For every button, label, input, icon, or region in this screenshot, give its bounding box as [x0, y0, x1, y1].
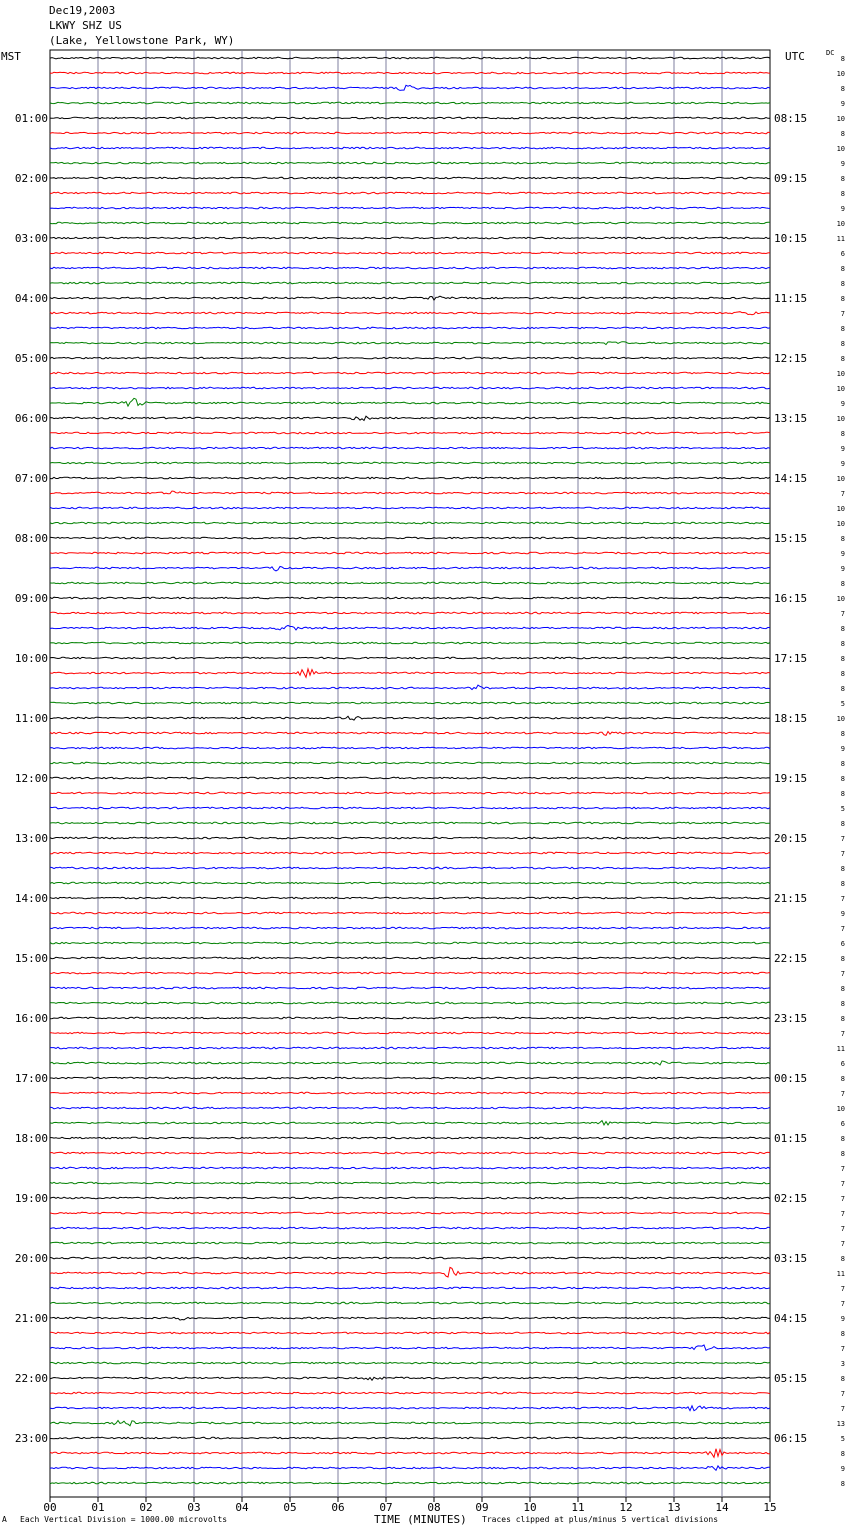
- utc-hour-label: 03:15: [774, 1252, 808, 1265]
- seismic-trace: [50, 792, 770, 794]
- scale-note: Each Vertical Division = 1000.00 microvolts: [20, 1515, 228, 1524]
- dc-offset-value: 10: [836, 385, 845, 393]
- seismic-trace: [50, 1287, 770, 1289]
- seismic-trace: [50, 867, 770, 869]
- dc-offset-value: 10: [836, 145, 845, 153]
- dc-offset-value: 8: [840, 820, 845, 828]
- x-axis: [43, 1497, 776, 1514]
- dc-offset-value: 8: [840, 955, 845, 963]
- dc-offset-value: 8: [840, 175, 845, 183]
- dc-offset-value: 8: [840, 880, 845, 888]
- dc-offset-value: 9: [840, 445, 845, 453]
- seismic-trace: [50, 1392, 770, 1394]
- seismic-trace: [50, 669, 770, 677]
- dc-offset-value: 7: [840, 1195, 845, 1203]
- utc-hour-label: 06:15: [774, 1432, 808, 1445]
- seismic-trace: [50, 747, 770, 749]
- dc-offset-value: 8: [840, 1330, 845, 1338]
- seismic-trace: [50, 387, 770, 389]
- utc-hour-label: 09:15: [774, 172, 808, 185]
- seismic-trace: [50, 1449, 770, 1458]
- dc-offset-value: 10: [836, 595, 845, 603]
- x-tick-label: 01: [91, 1501, 105, 1514]
- dc-offset-value: 8: [840, 1480, 845, 1488]
- dc-offset-value: 8: [840, 655, 845, 663]
- dc-offset-value: 7: [840, 1090, 845, 1098]
- dc-offset-value: 7: [840, 610, 845, 618]
- dc-offset-value: 8: [840, 1255, 845, 1263]
- x-tick-label: 14: [715, 1501, 729, 1514]
- seismic-trace: [50, 625, 770, 630]
- dc-offset-value: 9: [840, 910, 845, 918]
- seismic-trace: [50, 912, 770, 914]
- x-tick-label: 10: [523, 1501, 537, 1514]
- seismic-trace: [50, 477, 770, 479]
- seismic-trace: [50, 852, 770, 854]
- utc-hour-label: 12:15: [774, 352, 808, 365]
- x-tick-label: 09: [475, 1501, 489, 1514]
- seismic-trace: [50, 357, 770, 359]
- local-hour-label: 23:00: [14, 1432, 48, 1445]
- seismic-trace: [50, 1317, 770, 1320]
- seismic-trace: [50, 416, 770, 420]
- seismic-trace: [50, 957, 770, 959]
- dc-offset-value: 8: [840, 1015, 845, 1023]
- dc-offset-value: 8: [840, 640, 845, 648]
- local-hour-label: 02:00: [14, 172, 48, 185]
- dc-offset-value: 11: [836, 1045, 845, 1053]
- dc-offset-value: 7: [840, 1345, 845, 1353]
- dc-offset-value: 8: [840, 625, 845, 633]
- dc-offset-value: 10: [836, 505, 845, 513]
- local-hour-label: 18:00: [14, 1132, 48, 1145]
- seismic-trace: [50, 147, 770, 149]
- utc-hour-label: 02:15: [774, 1192, 808, 1205]
- x-tick-label: 04: [235, 1501, 249, 1514]
- dc-offset-value: 8: [840, 580, 845, 588]
- seismic-trace: [50, 1047, 770, 1049]
- x-tick-label: 03: [187, 1501, 201, 1514]
- seismic-trace: [50, 342, 770, 345]
- dc-offset-value: 8: [840, 265, 845, 273]
- seismic-trace: [50, 207, 770, 209]
- dc-offset-value: 9: [840, 460, 845, 468]
- seismic-trace: [50, 1227, 770, 1229]
- utc-hour-label: 15:15: [774, 532, 808, 545]
- dc-offset-value: 11: [836, 235, 845, 243]
- dc-offset-value: 10: [836, 220, 845, 228]
- dc-offset-value: 9: [840, 745, 845, 753]
- x-axis-title: TIME (MINUTES): [374, 1513, 467, 1526]
- local-hour-label: 20:00: [14, 1252, 48, 1265]
- station-code: LKWY SHZ US: [49, 19, 122, 32]
- dc-offset-value: 11: [836, 1270, 845, 1278]
- seismic-trace: [50, 267, 770, 269]
- dc-offset-value: 10: [836, 415, 845, 423]
- dc-offset-value: 8: [840, 1450, 845, 1458]
- seismic-trace: [50, 117, 770, 119]
- dc-offset-value: 10: [836, 1105, 845, 1113]
- dc-offset-value: 7: [840, 1180, 845, 1188]
- dc-offset-value: 8: [840, 85, 845, 93]
- dc-offset-value: 7: [840, 1165, 845, 1173]
- seismic-trace: [50, 1437, 770, 1439]
- dc-offset-value: 8: [840, 340, 845, 348]
- dc-offset-value: 8: [840, 295, 845, 303]
- seismic-trace: [50, 522, 770, 524]
- dc-offset-value: 8: [840, 1000, 845, 1008]
- seismic-trace: [50, 987, 770, 989]
- station-location: (Lake, Yellowstone Park, WY): [49, 34, 235, 47]
- seismic-trace: [50, 1332, 770, 1334]
- seismic-trace: [50, 837, 770, 839]
- dc-offset-value: 10: [836, 715, 845, 723]
- dc-offset-value: 10: [836, 475, 845, 483]
- dc-offset-value: 8: [840, 865, 845, 873]
- seismic-trace: [50, 192, 770, 194]
- utc-hour-label: 05:15: [774, 1372, 808, 1385]
- utc-hour-label: 20:15: [774, 832, 808, 845]
- clip-note: Traces clipped at plus/minus 5 vertical divisions: [482, 1515, 719, 1524]
- dc-offset-value: 13: [836, 1420, 845, 1428]
- dc-offset-value: 5: [840, 805, 845, 813]
- utc-hour-label: 18:15: [774, 712, 808, 725]
- dc-offset-value: 5: [840, 1435, 845, 1443]
- seismic-trace: [50, 1167, 770, 1169]
- seismic-trace: [50, 132, 770, 134]
- seismic-trace: [50, 1002, 770, 1004]
- dc-offset-value: 6: [840, 1060, 845, 1068]
- dc-offset-value: 8: [840, 685, 845, 693]
- dc-offset-value: 9: [840, 160, 845, 168]
- seismic-trace: [50, 612, 770, 614]
- dc-offset-value: 3: [840, 1360, 845, 1368]
- seismic-trace: [50, 1121, 770, 1125]
- dc-offset-value: 8: [840, 355, 845, 363]
- seismic-trace: [50, 1345, 770, 1350]
- dc-offset-value: 7: [840, 970, 845, 978]
- local-hour-label: 15:00: [14, 952, 48, 965]
- utc-hour-label: 00:15: [774, 1072, 808, 1085]
- local-hour-label: 06:00: [14, 412, 48, 425]
- seismic-trace: [50, 85, 770, 90]
- dc-offset-value: 8: [840, 790, 845, 798]
- seismic-trace: [50, 162, 770, 164]
- dc-offset-value: 8: [840, 280, 845, 288]
- local-hour-label: 12:00: [14, 772, 48, 785]
- dc-offset-value: 7: [840, 1225, 845, 1233]
- seismic-trace: [50, 327, 770, 329]
- seismic-trace: [50, 462, 770, 464]
- seismic-trace: [50, 1182, 770, 1184]
- dc-offset-value: 9: [840, 1465, 845, 1473]
- dc-offset-value: 8: [840, 430, 845, 438]
- seismic-trace: [50, 732, 770, 736]
- trace-rows: [50, 57, 770, 1484]
- local-hour-label: 21:00: [14, 1312, 48, 1325]
- seismic-trace: [50, 432, 770, 434]
- local-hour-label: 11:00: [14, 712, 48, 725]
- seismic-trace: [50, 447, 770, 449]
- dc-offset-value: 8: [840, 985, 845, 993]
- dc-offset-value: 8: [840, 1075, 845, 1083]
- local-hour-label: 17:00: [14, 1072, 48, 1085]
- local-hour-label: 22:00: [14, 1372, 48, 1385]
- local-hour-label: 14:00: [14, 892, 48, 905]
- seismic-trace: [50, 1257, 770, 1259]
- dc-offset-value: 8: [840, 1375, 845, 1383]
- dc-offset-value: 6: [840, 1120, 845, 1128]
- local-hour-label: 10:00: [14, 652, 48, 665]
- seismic-trace: [50, 1061, 770, 1065]
- utc-hour-label: 10:15: [774, 232, 808, 245]
- dc-offset-value: 8: [840, 1135, 845, 1143]
- dc-offset-value: 9: [840, 565, 845, 573]
- seismic-trace: [50, 102, 770, 104]
- seismic-trace: [50, 685, 770, 689]
- local-hour-label: 01:00: [14, 112, 48, 125]
- local-hour-label: 05:00: [14, 352, 48, 365]
- seismic-trace: [50, 927, 770, 929]
- utc-hour-label: 13:15: [774, 412, 808, 425]
- seismic-trace: [50, 1406, 770, 1411]
- seismic-trace: [50, 1212, 770, 1214]
- dc-offset-value: 8: [840, 535, 845, 543]
- dc-offset-value: 9: [840, 550, 845, 558]
- utc-hour-label: 23:15: [774, 1012, 808, 1025]
- dc-offset-value: 7: [840, 895, 845, 903]
- seismic-trace: [50, 582, 770, 584]
- footer-mark: A: [2, 1515, 7, 1524]
- dc-offset-value: 7: [840, 1210, 845, 1218]
- seismic-trace: [50, 567, 770, 571]
- utc-hour-label: 08:15: [774, 112, 808, 125]
- seismic-trace: [50, 1466, 770, 1470]
- dc-offset-value: 7: [840, 490, 845, 498]
- seismic-trace: [50, 1137, 770, 1139]
- x-tick-label: 12: [619, 1501, 633, 1514]
- dc-offset-value: 7: [840, 835, 845, 843]
- x-tick-label: 15: [763, 1501, 777, 1514]
- dc-offset-value: 6: [840, 940, 845, 948]
- dc-offset-value: 9: [840, 205, 845, 213]
- seismic-trace: [50, 491, 770, 494]
- dc-offset-value: 8: [840, 775, 845, 783]
- dc-offset-value: 10: [836, 370, 845, 378]
- x-tick-label: 02: [139, 1501, 153, 1514]
- local-hour-label: 08:00: [14, 532, 48, 545]
- utc-hour-label: 19:15: [774, 772, 808, 785]
- seismic-trace: [50, 716, 770, 720]
- dc-offset-value: 6: [840, 250, 845, 258]
- seismic-trace: [50, 372, 770, 374]
- dc-offset-value: 7: [840, 1285, 845, 1293]
- seismic-trace: [50, 762, 770, 764]
- local-hour-label: 13:00: [14, 832, 48, 845]
- utc-hour-label: 11:15: [774, 292, 808, 305]
- seismic-trace: [50, 72, 770, 74]
- dc-offset-value: 8: [840, 325, 845, 333]
- utc-hour-label: 21:15: [774, 892, 808, 905]
- seismic-trace: [50, 942, 770, 944]
- seismic-trace: [50, 1362, 770, 1364]
- dc-offset-value: 8: [840, 190, 845, 198]
- dc-offset-value: 8: [840, 730, 845, 738]
- x-tick-label: 00: [43, 1501, 57, 1514]
- seismic-trace: [50, 597, 770, 599]
- seismic-trace: [50, 822, 770, 824]
- local-hour-label: 07:00: [14, 472, 48, 485]
- seismic-trace: [50, 398, 770, 406]
- local-hour-label: 19:00: [14, 1192, 48, 1205]
- seismic-trace: [50, 537, 770, 539]
- utc-hour-label: 17:15: [774, 652, 808, 665]
- seismic-trace: [50, 1197, 770, 1199]
- dc-offset-value: 9: [840, 100, 845, 108]
- local-hour-label: 09:00: [14, 592, 48, 605]
- seismic-trace: [50, 177, 770, 179]
- seismic-trace: [50, 897, 770, 899]
- x-tick-label: 08: [427, 1501, 441, 1514]
- seismic-trace: [50, 1077, 770, 1079]
- seismic-trace: [50, 1017, 770, 1019]
- dc-offset-value: 7: [840, 925, 845, 933]
- utc-time-label: UTC: [785, 50, 805, 63]
- dc-offset-value: 5: [840, 700, 845, 708]
- dc-offset-value: 10: [836, 70, 845, 78]
- dc-offset-value: 7: [840, 1405, 845, 1413]
- seismic-trace: [50, 702, 770, 704]
- dc-offset-value: 8: [840, 760, 845, 768]
- seismic-trace: [50, 1377, 770, 1380]
- utc-hour-label: 22:15: [774, 952, 808, 965]
- seismic-trace: [50, 252, 770, 254]
- dc-offset-value: 8: [840, 1150, 845, 1158]
- seismic-trace: [50, 1421, 770, 1426]
- seismic-trace: [50, 657, 770, 659]
- dc-offset-value: 7: [840, 1240, 845, 1248]
- seismic-trace: [50, 642, 770, 644]
- utc-hour-label: 16:15: [774, 592, 808, 605]
- seismic-trace: [50, 1242, 770, 1244]
- seismic-trace: [50, 282, 770, 284]
- x-tick-label: 06: [331, 1501, 345, 1514]
- dc-offset-value: 10: [836, 520, 845, 528]
- x-tick-label: 07: [379, 1501, 393, 1514]
- dc-offset-value: 8: [840, 130, 845, 138]
- seismic-trace: [50, 1267, 770, 1277]
- x-tick-label: 13: [667, 1501, 681, 1514]
- dc-offset-value: 7: [840, 1030, 845, 1038]
- seismic-trace: [50, 1092, 770, 1094]
- x-tick-label: 11: [571, 1501, 585, 1514]
- utc-hour-label: 14:15: [774, 472, 808, 485]
- dc-offset-value: 8: [840, 55, 845, 63]
- dc-offset-value: 7: [840, 1300, 845, 1308]
- local-hour-label: 03:00: [14, 232, 48, 245]
- dc-offset-label: DC: [826, 49, 835, 57]
- dc-offset-value: 9: [840, 1315, 845, 1323]
- dc-offset-value: 7: [840, 850, 845, 858]
- dc-offset-value: 10: [836, 115, 845, 123]
- local-hour-label: 16:00: [14, 1012, 48, 1025]
- seismic-trace: [50, 972, 770, 974]
- seismic-trace: [50, 312, 770, 315]
- dc-offset-value: 7: [840, 310, 845, 318]
- seismic-trace: [50, 222, 770, 224]
- seismic-trace: [50, 777, 770, 779]
- dc-offset-value: 8: [840, 670, 845, 678]
- seismic-trace: [50, 807, 770, 809]
- plot-date: Dec19,2003: [49, 4, 116, 17]
- seismic-trace: [50, 296, 770, 300]
- seismic-trace: [50, 1032, 770, 1034]
- seismic-trace: [50, 237, 770, 239]
- seismic-trace: [50, 1107, 770, 1109]
- seismic-trace: [50, 1302, 770, 1304]
- seismic-trace: [50, 1482, 770, 1484]
- dc-offset-value: 9: [840, 400, 845, 408]
- seismic-trace: [50, 552, 770, 554]
- local-hour-label: 04:00: [14, 292, 48, 305]
- utc-hour-label: 04:15: [774, 1312, 808, 1325]
- seismic-trace: [50, 882, 770, 884]
- local-time-label: MST: [1, 50, 21, 63]
- x-tick-label: 05: [283, 1501, 297, 1514]
- seismic-trace: [50, 507, 770, 509]
- seismic-trace: [50, 1152, 770, 1154]
- seismic-trace: [50, 57, 770, 59]
- utc-hour-label: 01:15: [774, 1132, 808, 1145]
- dc-offset-value: 7: [840, 1390, 845, 1398]
